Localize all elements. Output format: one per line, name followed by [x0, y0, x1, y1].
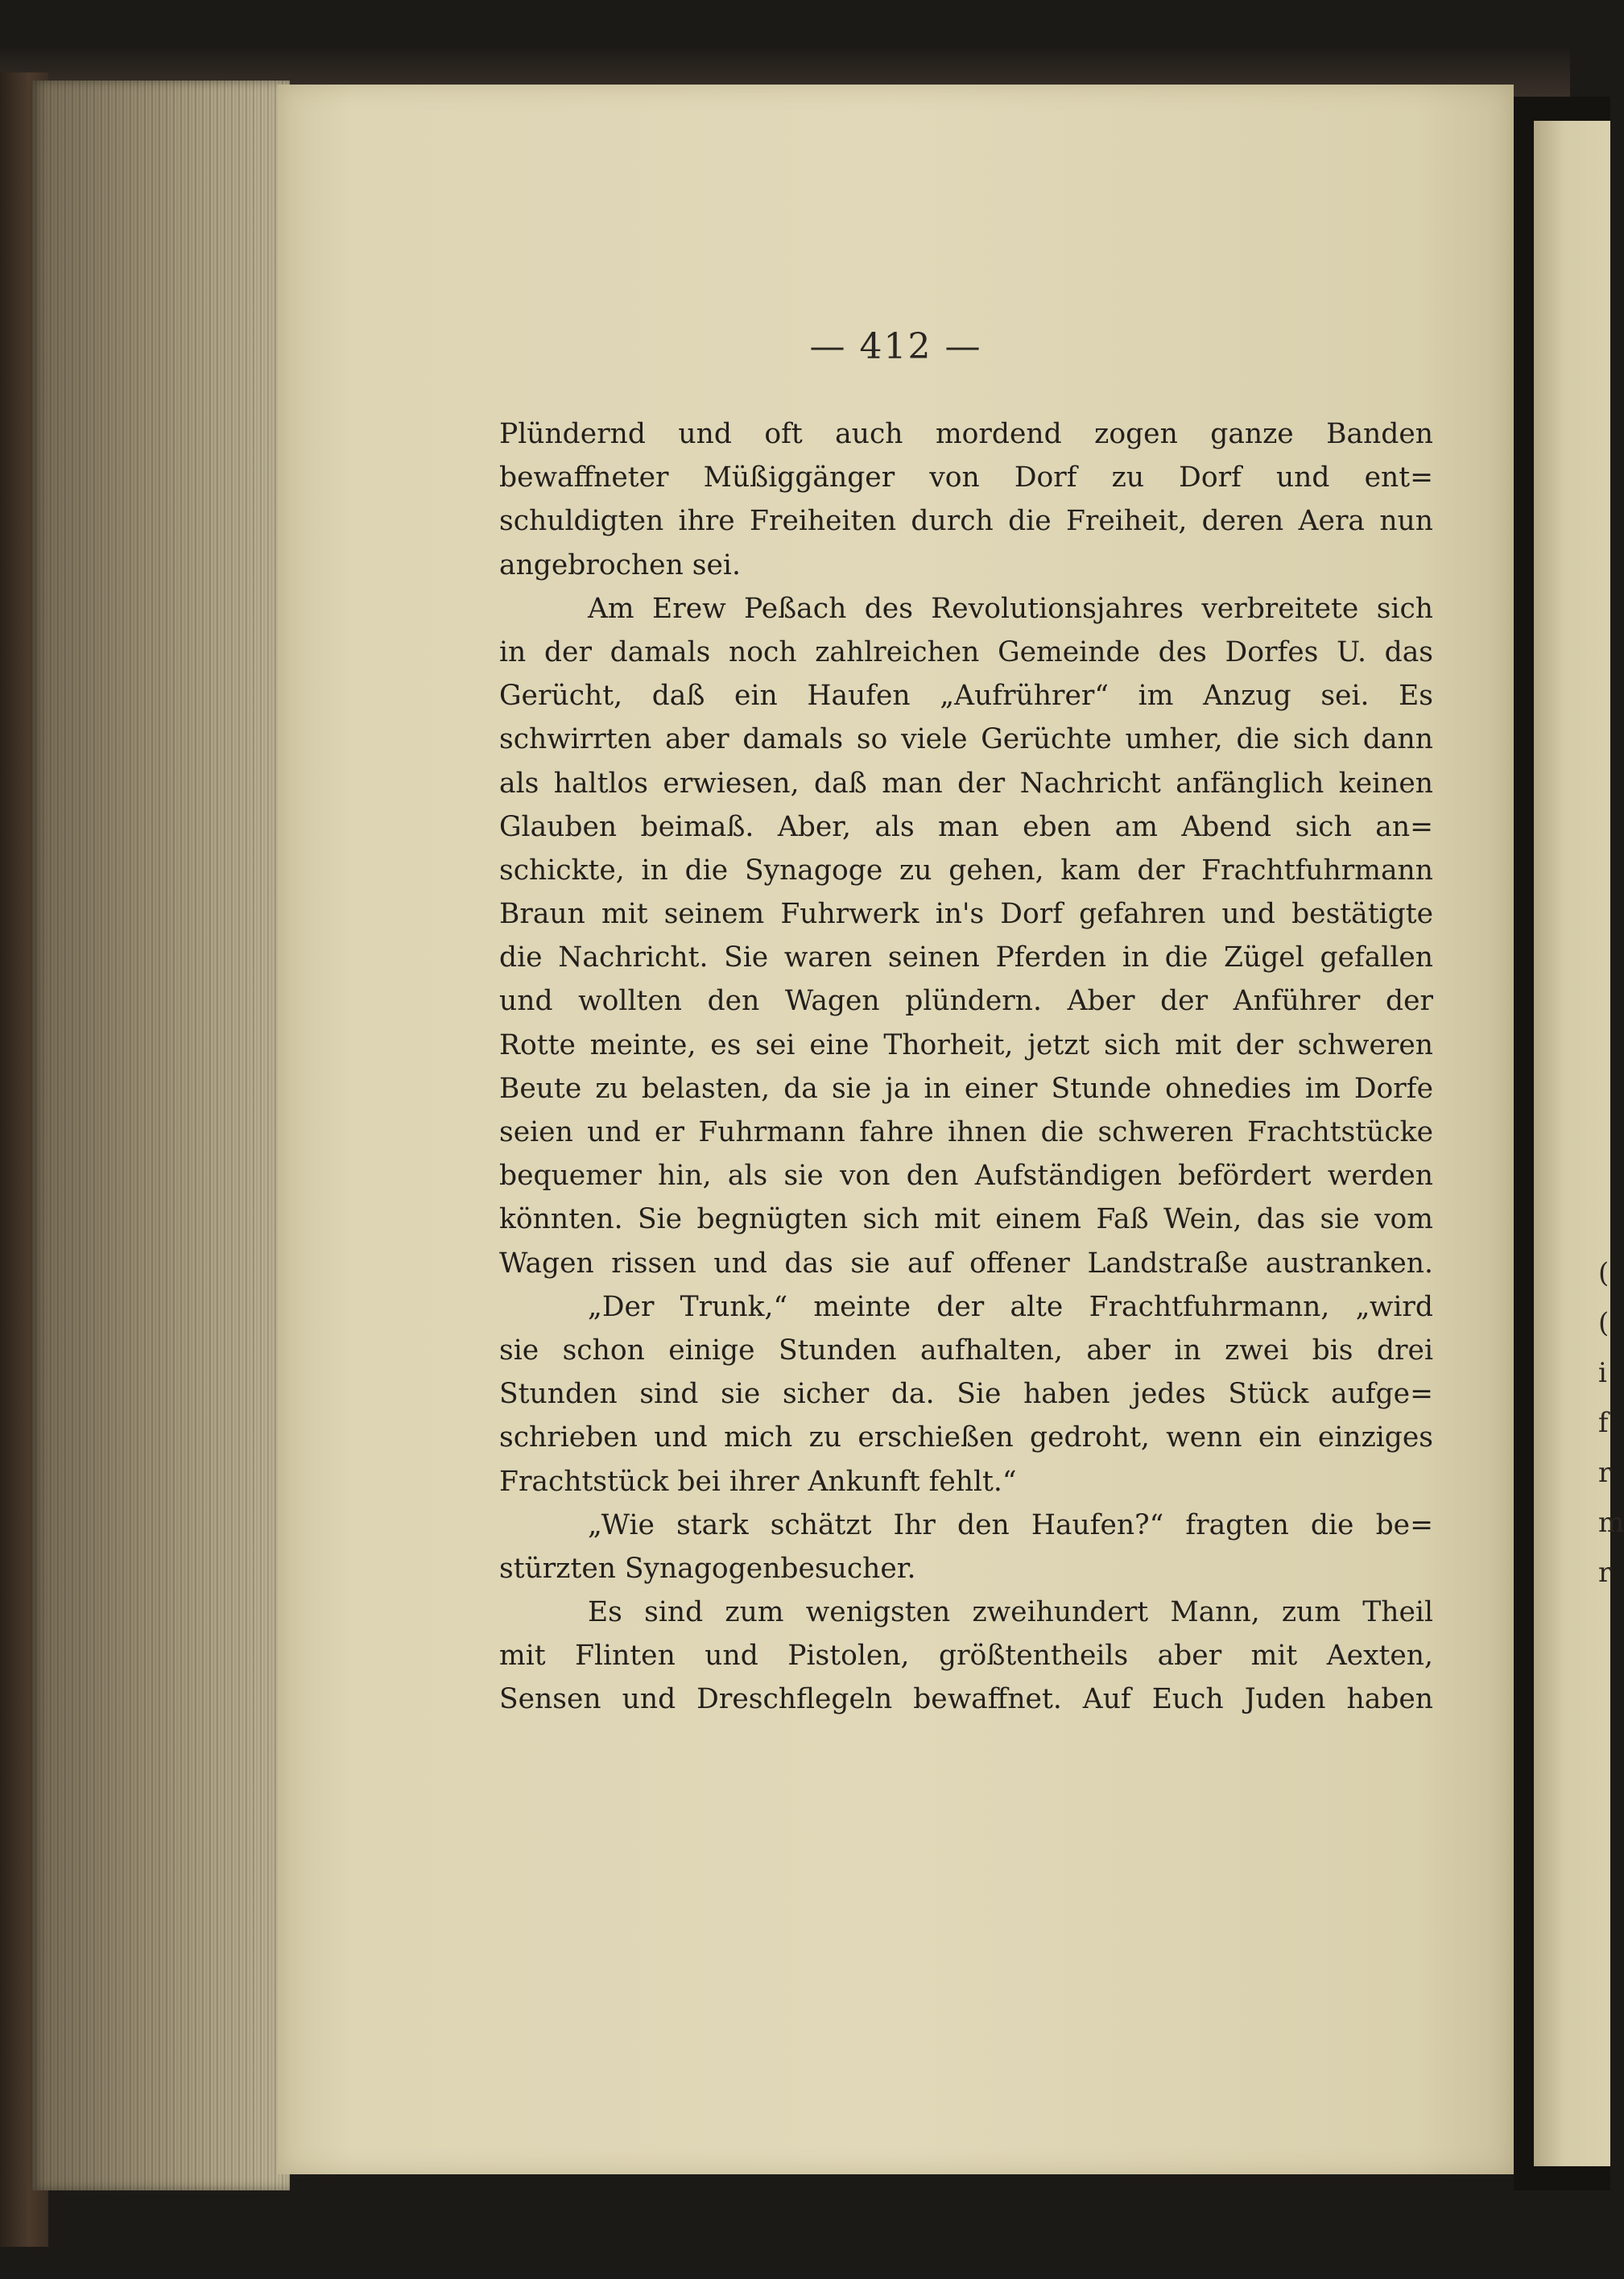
text-line: sie schon einige Stunden aufhalten, aber in zwei bis drei — [499, 1334, 1433, 1367]
facing-page-glyph: ( — [1598, 1307, 1610, 1339]
text-line: bequemer hin, als sie von den Aufständigen befördert werden — [499, 1160, 1433, 1193]
facing-page-glyph: m — [1598, 1507, 1624, 1539]
text-line: „Der Trunk,“ meinte der alte Frachtfuhrmann, „wird — [588, 1290, 1433, 1323]
facing-page-glyph: r — [1598, 1557, 1612, 1589]
text-line: Beute zu belasten, da sie ja in einer Stunde ohnedies im Dorfe — [499, 1072, 1433, 1105]
text-line: Braun mit seinem Fuhrwerk in's Dorf gefahren und bestätigte — [499, 898, 1433, 931]
text-line: schrieben und mich zu erschießen gedroht, wenn ein einziges — [499, 1421, 1433, 1454]
text-line: als haltlos erwiesen, daß man der Nachricht anfänglich keinen — [499, 767, 1433, 800]
text-line: schickte, in die Synagoge zu gehen, kam der Frachtfuhrmann — [499, 854, 1433, 887]
text-line: und wollten den Wagen plündern. Aber der Anführer der — [499, 985, 1433, 1018]
facing-page-glyph: i — [1598, 1357, 1607, 1389]
text-line: Am Erew Peßach des Revolutionsjahres verbreitete sich — [588, 592, 1433, 625]
text-line: seien und er Fuhrmann fahre ihnen die schweren Frachtstücke — [499, 1116, 1433, 1148]
text-line: Stunden sind sie sicher da. Sie haben jedes Stück aufge= — [499, 1378, 1433, 1411]
text-line: angebrochen sei. — [499, 548, 741, 581]
text-line: Glauben beimaß. Aber, als man eben am Abend sich an= — [499, 810, 1433, 843]
text-line: Wagen rissen und das sie auf offener Landstraße austranken. — [499, 1247, 1433, 1280]
text-line: stürzten Synagogenbesucher. — [499, 1552, 916, 1585]
page-number: — 412 — — [809, 326, 982, 367]
text-line: Sensen und Dreschflegeln bewaffnet. Auf Euch Juden haben — [499, 1683, 1433, 1716]
text-line: Gerücht, daß ein Haufen „Aufrührer“ im Anzug sei. Es — [499, 680, 1433, 713]
text-line: in der damals noch zahlreichen Gemeinde des Dorfes U. das — [499, 635, 1433, 668]
text-line: schuldigten ihre Freiheiten durch die Freiheit, deren Aera nun — [499, 505, 1433, 538]
facing-page-glyph: ( — [1598, 1257, 1610, 1289]
facing-page-glyph: f — [1598, 1407, 1609, 1439]
text-line: bewaffneter Müßiggänger von Dorf zu Dorf und ent= — [499, 461, 1433, 494]
text-line: „Wie stark schätzt Ihr den Haufen?“ fragten die be= — [588, 1508, 1433, 1541]
body-text — [499, 412, 1433, 1722]
text-line: die Nachricht. Sie waren seinen Pferden in die Zügel gefallen — [499, 941, 1433, 974]
text-line: könnten. Sie begnügten sich mit einem Faß Wein, das sie vom — [499, 1203, 1433, 1236]
text-line: Es sind zum wenigsten zweihundert Mann, zum Theil — [588, 1596, 1433, 1629]
text-line: schwirrten aber damals so viele Gerüchte umher, die sich dann — [499, 723, 1433, 756]
text-line: mit Flinten und Pistolen, größtentheils aber mit Aexten, — [499, 1640, 1433, 1673]
facing-page-text-fragments — [1598, 1248, 1624, 1598]
facing-page — [1534, 121, 1624, 2166]
text-line: Plündernd und oft auch mordend zogen ganze Banden — [499, 418, 1433, 450]
text-line: Frachtstück bei ihrer Ankunft fehlt.“ — [499, 1465, 1017, 1498]
page-edges-shadow — [32, 81, 290, 2190]
facing-page-glyph: r — [1598, 1457, 1612, 1489]
text-line: Rotte meinte, es sei eine Thorheit, jetzt sich mit der schweren — [499, 1028, 1433, 1061]
